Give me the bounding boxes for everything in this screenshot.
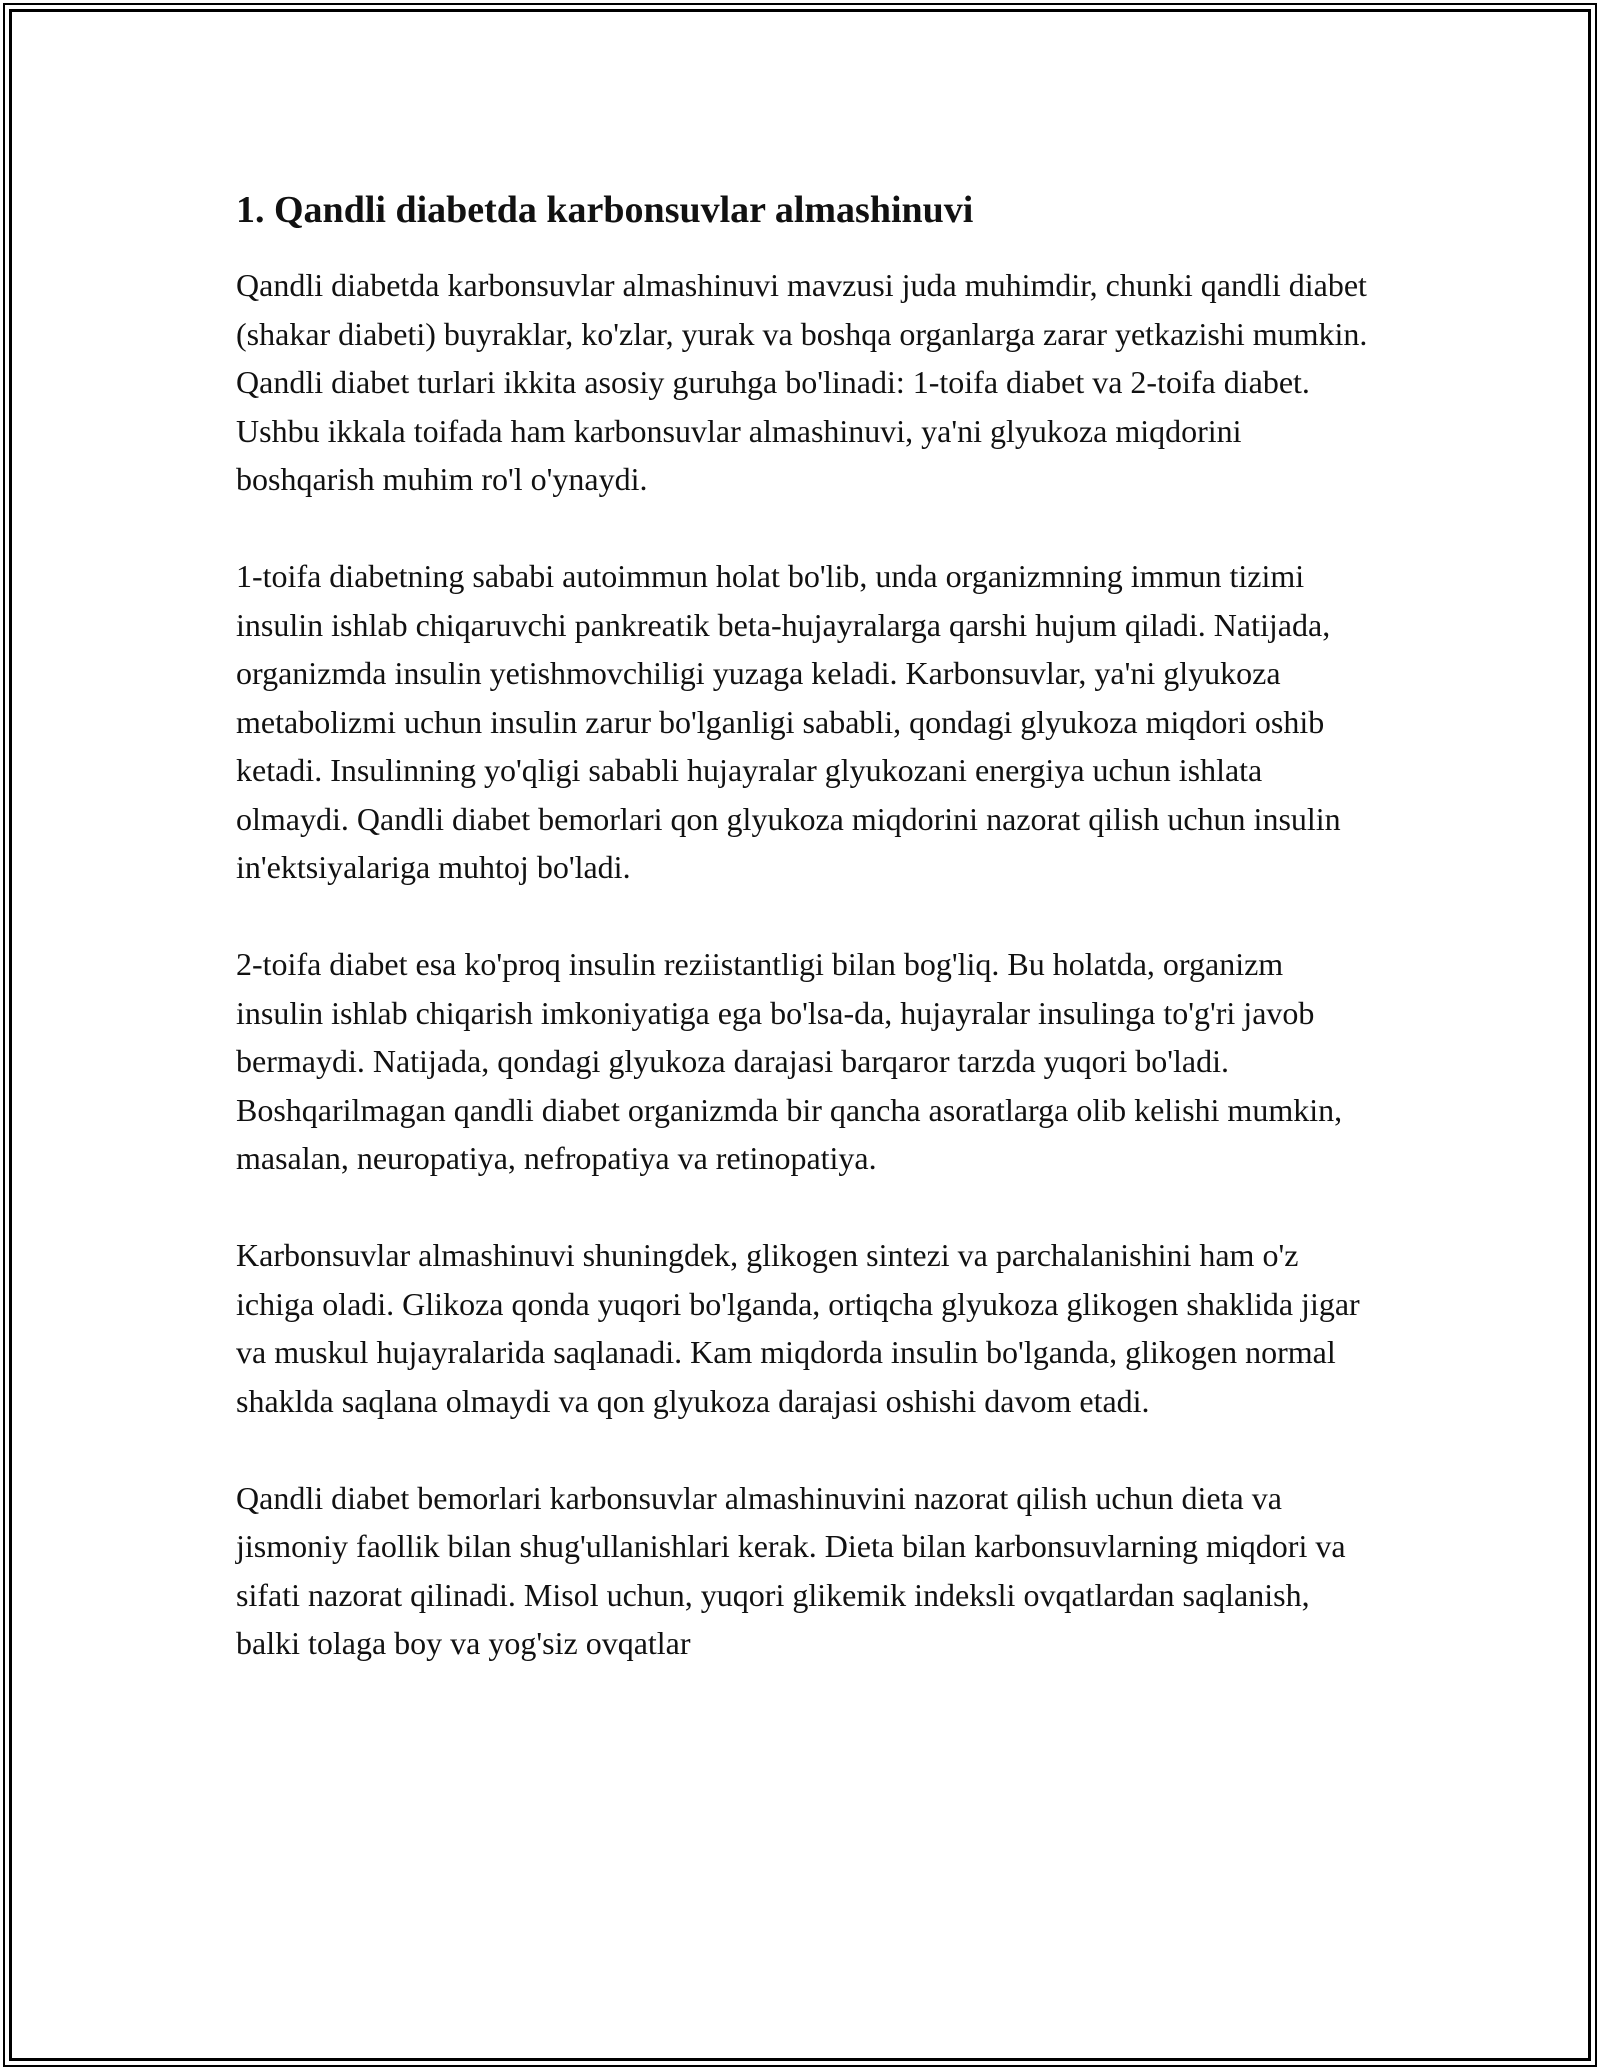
paragraph-2: 1-toifa diabetning sababi autoimmun holat bo'lib, unda organizmning immun tizimi insulin ishlab chiqaruvchi pankreatik beta-hujayralarga qarshi hujum qiladi. Natijada, organizmda insulin yetishmovchiligi yuzaga keladi. Karbonsuvlar, ya'ni glyukoza metabolizmi uchun insulin zarur bo'lganligi sababli, qondagi glyukoza miqdori oshib ketadi. Insulinning yo'qligi sababli hujayralar glyukozani energiya uchun ishlata olmaydi. Qandli diabet bemorlari qon glyukoza miqdorini nazorat qilish uchun insulin in'ektsiyalariga muhtoj bo'ladi. [236, 558, 1341, 886]
paragraph-5: Qandli diabet bemorlari karbonsuvlar almashinuvini nazorat qilish uchun dieta va jismoniy faollik bilan shug'ullanishlari kerak. Dieta bilan karbonsuvlarning miqdori va sifati nazorat qilinadi. Misol uchun, yuqori glikemik indeksli ovqatlardan saqlanish, balki tolaga boy va yog'siz ovqatlar [236, 1479, 1346, 1662]
document-body [236, 176, 1376, 1716]
page-title: 1. Qandli diabetda karbonsuvlar almashinuvi [236, 189, 974, 231]
paragraph-4: Karbonsuvlar almashinuvi shuningdek, glikogen sintezi va parchalanishini ham o'z ichiga oladi. Glikoza qonda yuqori bo'lganda, ortiqcha glyukoza glikogen shaklida jigar va muskul hujayralarida saqlanadi. Kam miqdorda insulin bo'lganda, glikogen normal shaklda saqlana olmaydi va qon glyukoza darajasi oshishi davom etadi. [236, 1237, 1360, 1419]
paragraph-1: Qandli diabetda karbonsuvlar almashinuvi mavzusi juda muhimdir, chunki qandli diabet (shakar diabeti) buyraklar, ko'zlar, yurak va boshqa organlarga zarar yetkazishi mumkin. Qandli diabet turlari ikkita asosiy guruhga bo'linadi: 1-toifa diabet va 2-toifa diabet. Ushbu ikkala toifada ham karbonsuvlar almashinuvi, ya'ni glyukoza miqdorini boshqarish muhim ro'l o'ynaydi. [236, 267, 1368, 498]
paragraph-3: 2-toifa diabet esa ko'proq insulin reziistantligi bilan bog'liq. Bu holatda, organizm insulin ishlab chiqarish imkoniyatiga ega bo'lsa-da, hujayralar insulinga to'g'ri javob bermaydi. Natijada, qondagi glyukoza darajasi barqaror tarzda yuqori bo'ladi. Boshqarilmagan qandli diabet organizmda bir qancha asoratlarga olib kelishi mumkin, masalan, neuropatiya, nefropatiya va retinopatiya. [236, 946, 1343, 1177]
